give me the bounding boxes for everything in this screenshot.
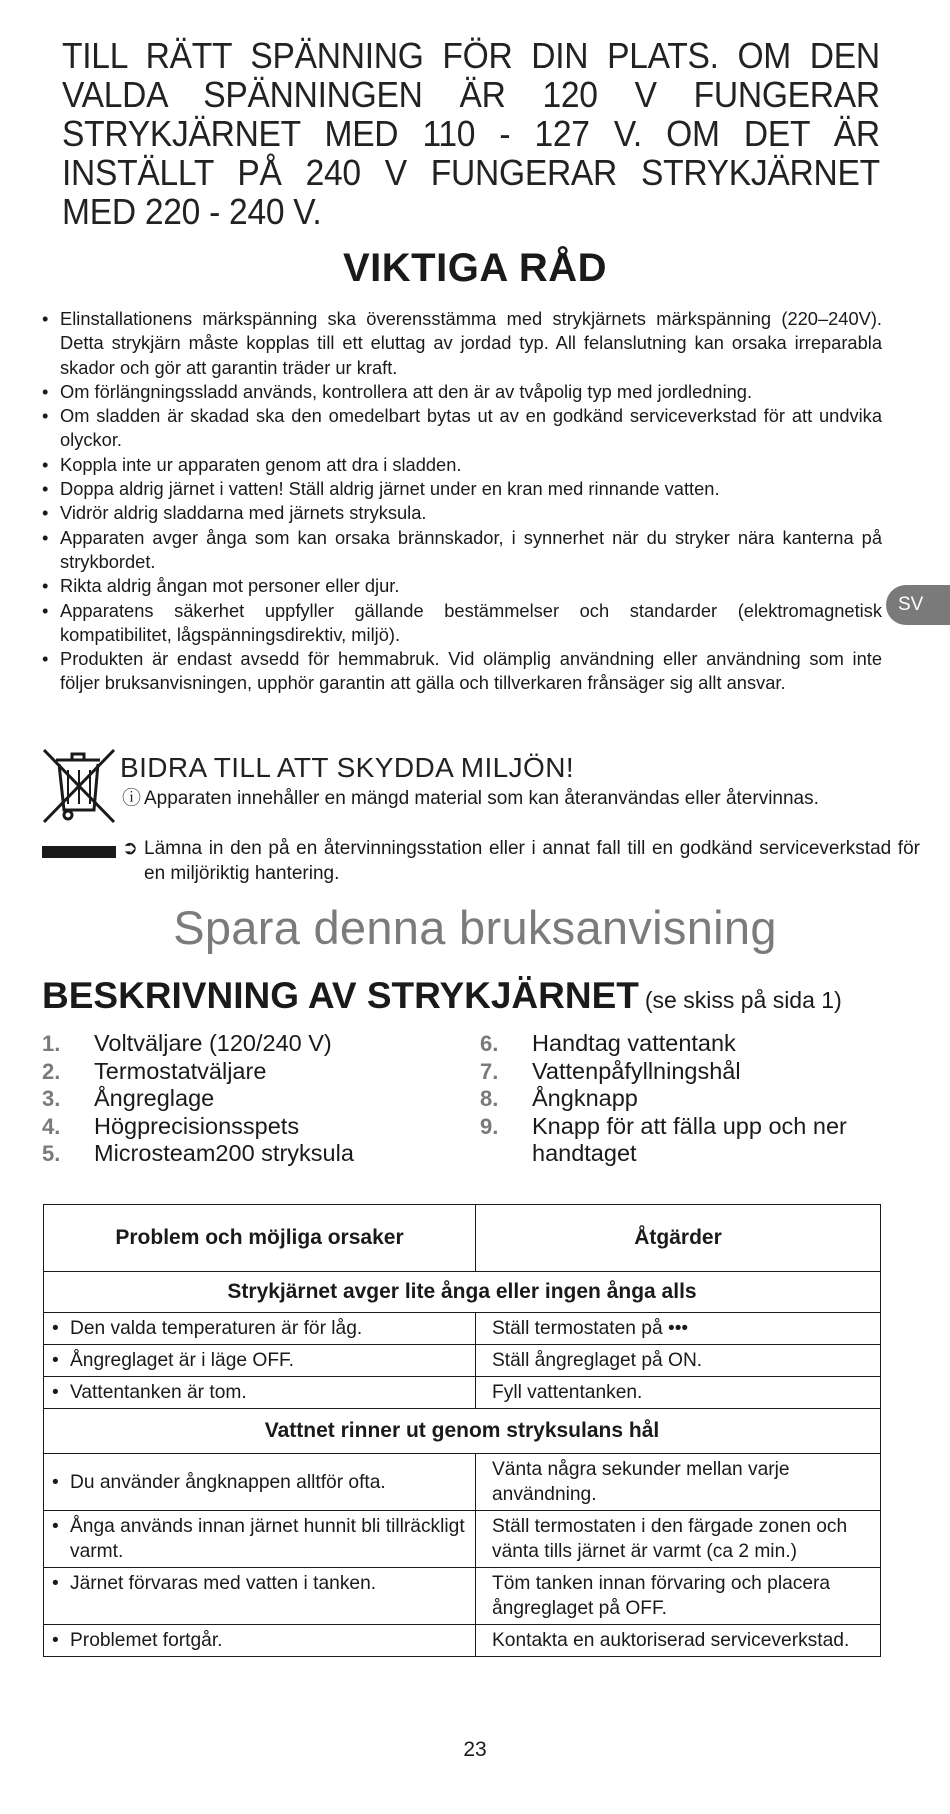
problem-text: Vattentanken är tom. bbox=[70, 1382, 247, 1403]
part-item bbox=[42, 1140, 462, 1168]
table-row bbox=[44, 1511, 881, 1568]
environment-title: BIDRA TILL ATT SKYDDA MILJÖN! bbox=[120, 752, 575, 783]
advice-item: • Vidrör aldrig sladdarna med järnets stryksula. bbox=[42, 501, 882, 525]
recycle-info-line bbox=[122, 786, 920, 811]
part-number: 5. bbox=[42, 1141, 61, 1166]
part-item bbox=[480, 1085, 900, 1113]
part-number: 9. bbox=[480, 1113, 499, 1139]
table-row bbox=[44, 1377, 881, 1409]
problem-cell: • Problemet fortgår. bbox=[44, 1625, 476, 1657]
part-item bbox=[42, 1058, 462, 1086]
action-cell: Ställ termostaten i den färgade zonen och vänta tills järnet är varmt (ca 2 min.) bbox=[476, 1511, 881, 1568]
advice-item: • Apparaten avger ånga som kan orsaka brännskador, i synnerhet när du stryker nära kanterna på strykbordet. bbox=[42, 526, 882, 575]
problem-text: Ånga används innan järnet hunnit bli tillräckligt varmt. bbox=[70, 1516, 465, 1562]
part-item bbox=[42, 1085, 462, 1113]
description-title: BESKRIVNING AV STRYKJÄRNET bbox=[42, 975, 639, 1016]
advice-item: • Om sladden är skadad ska den omedelbart bytas ut av en godkänd serviceverkstad för att undvika olyckor. bbox=[42, 404, 882, 453]
problem-text: Järnet förvaras med vatten i tanken. bbox=[70, 1573, 377, 1594]
header-problem: Problem och möjliga orsaker bbox=[44, 1205, 476, 1272]
part-label: Termostatväljare bbox=[94, 1057, 267, 1084]
part-number: 4. bbox=[42, 1113, 61, 1139]
important-advice-title: VIKTIGA RÅD bbox=[342, 246, 607, 290]
part-label: Högprecisionsspets bbox=[94, 1112, 300, 1139]
action-cell: Kontakta en auktoriserad serviceverkstad. bbox=[476, 1625, 881, 1657]
part-item bbox=[480, 1058, 900, 1086]
problem-cell: • Du använder ångknappen alltför ofta. bbox=[44, 1454, 476, 1511]
table-row bbox=[44, 1313, 881, 1345]
recycle-instruction-line bbox=[122, 836, 920, 886]
part-item bbox=[42, 1030, 462, 1058]
problem-cell: • Den valda temperaturen är för låg. bbox=[44, 1313, 476, 1345]
part-number: 6. bbox=[480, 1031, 499, 1056]
recycle-instruction-text: Lämna in den på en återvinningsstation eller i annat fall till en godkänd serviceverkstad för en miljöriktig hantering. bbox=[144, 838, 920, 884]
problem-cell: • Järnet förvaras med vatten i tanken. bbox=[44, 1568, 476, 1625]
advice-item: • Om förlängningssladd används, kontrollera att den är av tvåpolig typ med jordledning. bbox=[42, 380, 882, 404]
part-number: 2. bbox=[42, 1058, 61, 1084]
part-item bbox=[42, 1113, 462, 1141]
language-tab: SV bbox=[886, 585, 950, 625]
part-item bbox=[480, 1030, 900, 1058]
part-label: Ångknapp bbox=[532, 1085, 638, 1111]
part-label: Vattenpåfyllningshål bbox=[532, 1057, 741, 1084]
advice-item: • Elinstallationens märkspänning ska överensstämma med strykjärnets märkspänning (220–240V). Detta strykjärn måste kopplas till ett eluttag av jordad typ. All felanslutning kan orsaka irreparabla skador och gör att garantin träder ur kraft. bbox=[42, 307, 882, 380]
troubleshooting-table bbox=[43, 1204, 881, 1657]
parts-list-right bbox=[480, 1030, 900, 1168]
table-row bbox=[44, 1625, 881, 1657]
recycle-info-text: Apparaten innehåller en mängd material som kan återanvändas eller återvinnas. bbox=[144, 788, 819, 809]
table-row bbox=[44, 1568, 881, 1625]
advice-item: • Produkten är endast avsedd för hemmabruk. Vid olämplig användning eller användning som inte följer bruksanvisningen, upphör garantin att gälla och tillverkaren frånsäger sig allt ansvar. bbox=[42, 647, 882, 696]
part-number: 7. bbox=[480, 1058, 499, 1084]
problem-cell: • Ångreglaget är i läge OFF. bbox=[44, 1345, 476, 1377]
section-title: Vattnet rinner ut genom stryksulans hål bbox=[44, 1409, 881, 1454]
advice-item: • Koppla inte ur apparaten genom att dra i sladden. bbox=[42, 453, 882, 477]
part-number: 3. bbox=[42, 1086, 61, 1111]
description-subtitle: (se skiss på sida 1) bbox=[644, 987, 842, 1013]
problem-text: Den valda temperaturen är för låg. bbox=[70, 1318, 363, 1339]
part-label: Knapp för att fälla upp och ner handtaget bbox=[532, 1112, 847, 1166]
action-cell: Töm tanken innan förvaring och placera ångreglaget på OFF. bbox=[476, 1568, 881, 1625]
part-item bbox=[480, 1113, 900, 1168]
part-label: Ångreglage bbox=[94, 1085, 215, 1111]
problem-cell: • Vattentanken är tom. bbox=[44, 1377, 476, 1409]
table-header-row bbox=[44, 1205, 881, 1272]
section-title: Strykjärnet avger lite ånga eller ingen ånga alls bbox=[44, 1272, 881, 1313]
save-instructions-note: Spara denna bruksanvisning bbox=[173, 901, 777, 954]
problem-text: Du använder ångknappen alltför ofta. bbox=[70, 1471, 386, 1493]
info-icon: ⓘ bbox=[122, 788, 142, 809]
part-label: Microsteam200 stryksula bbox=[94, 1140, 354, 1166]
problem-cell: • Ånga används innan järnet hunnit bli tillräckligt varmt. bbox=[44, 1511, 476, 1568]
problem-text: Problemet fortgår. bbox=[70, 1630, 223, 1651]
part-label: Voltväljare (120/240 V) bbox=[94, 1030, 332, 1056]
part-label: Handtag vattentank bbox=[532, 1030, 736, 1056]
voltage-intro-text: TILL RÄTT SPÄNNING FÖR DIN PLATS. OM DEN VALDA SPÄNNINGEN ÄR 120 V FUNGERAR STRYKJÄRNET MED 110 - 127 V. OM DET ÄR INSTÄLLT PÅ 240 V FUNGERAR STRYKJÄRNET MED 220 - 240 V. bbox=[62, 35, 880, 232]
parts-list-left bbox=[42, 1030, 462, 1168]
page-number: 23 bbox=[463, 1738, 487, 1761]
crossed-out-wheelie-bin-icon bbox=[42, 748, 118, 860]
section-row bbox=[44, 1409, 881, 1454]
advice-item: • Doppa aldrig järnet i vatten! Ställ aldrig järnet under en kran med rinnande vatten. bbox=[42, 477, 882, 501]
action-cell: Vänta några sekunder mellan varje användning. bbox=[476, 1454, 881, 1511]
part-number: 8. bbox=[480, 1086, 499, 1111]
arrow-icon: ➲ bbox=[122, 838, 138, 859]
part-number: 1. bbox=[42, 1031, 61, 1056]
table-row bbox=[44, 1345, 881, 1377]
action-cell: Fyll vattentanken. bbox=[476, 1377, 881, 1409]
advice-item: • Apparatens säkerhet uppfyller gällande bestämmelser och standarder (elektromagnetisk kompatibilitet, lågspänningsdirektiv, miljö). bbox=[42, 599, 882, 648]
table-row bbox=[44, 1454, 881, 1511]
advice-list bbox=[42, 307, 882, 696]
advice-item: • Rikta aldrig ångan mot personer eller djur. bbox=[42, 574, 882, 598]
section-row bbox=[44, 1272, 881, 1313]
action-cell: Ställ termostaten på ••• bbox=[476, 1313, 881, 1345]
description-heading bbox=[42, 975, 842, 1017]
action-cell: Ställ ångreglaget på ON. bbox=[476, 1345, 881, 1377]
header-action: Åtgärder bbox=[476, 1205, 881, 1272]
problem-text: Ångreglaget är i läge OFF. bbox=[70, 1350, 294, 1371]
